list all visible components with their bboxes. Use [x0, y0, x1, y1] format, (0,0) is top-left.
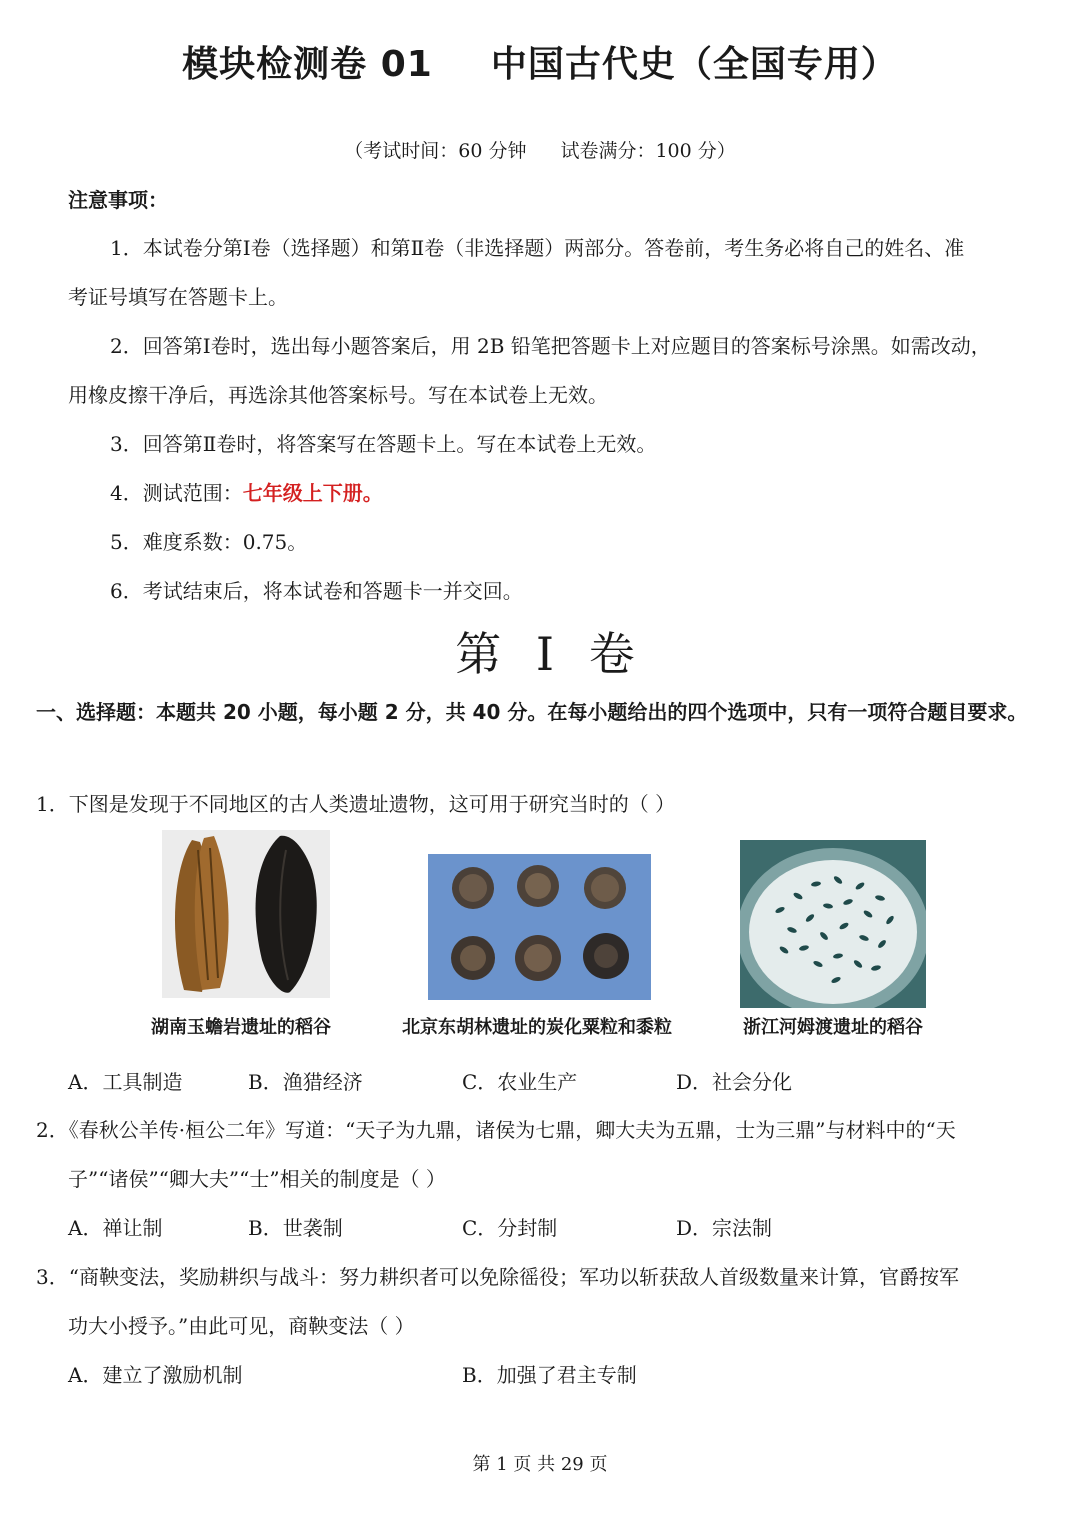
image-caption-3: 浙江河姆渡遗址的稻谷 — [743, 1017, 923, 1038]
volume-title: 第 I 卷 — [455, 627, 645, 681]
question-3-stem-line-1: 3．“商鞅变法，奖励耕织与战斗：努力耕织者可以免除徭役；军功以斩获敌人首级数量来计算，官爵按军 — [36, 1265, 959, 1289]
question-2-stem-line-1: 2．《春秋公羊传·桓公二年》写道：“天子为九鼎，诸侯为七鼎，卿大夫为五鼎，士为三鼎”与材料中的“天 — [36, 1118, 956, 1142]
q3-option-a: A．建立了激励机制 — [68, 1363, 243, 1387]
image-caption-2: 北京东胡林遗址的炭化粟粒和黍粒 — [402, 1017, 672, 1038]
exam-info — [0, 136, 1080, 163]
rice-grain-image-hemudu — [740, 840, 926, 1008]
question-2-stem-line-2: 子”“诸侯”“卿大夫”“士”相关的制度是（ ） — [68, 1167, 446, 1191]
q2-option-c: C．分封制 — [462, 1216, 558, 1240]
notice-item-1-line-2: 考证号填写在答题卡上。 — [68, 285, 288, 309]
q2-option-b: B．世袭制 — [248, 1216, 343, 1240]
q1-option-c: C．农业生产 — [462, 1070, 578, 1094]
question-3-stem-line-2: 功大小授予。”由此可见，商鞅变法（ ） — [68, 1314, 415, 1338]
notice-item-3: 3．回答第Ⅱ卷时，将答案写在答题卡上。写在本试卷上无效。 — [110, 432, 657, 456]
notice-item-2-line-1: 2．回答第Ⅰ卷时，选出每小题答案后，用 2B 铅笔把答题卡上对应题目的答案标号涂黑。如需改动， — [110, 334, 991, 358]
notice-item-1-line-1: 1．本试卷分第Ⅰ卷（选择题）和第Ⅱ卷（非选择题）两部分。答卷前，考生务必将自己的姓名、准 — [110, 236, 965, 260]
exam-title — [0, 36, 1080, 87]
notice-item-2-line-2: 用橡皮擦干净后，再选涂其他答案标号。写在本试卷上无效。 — [68, 383, 608, 407]
q2-option-a: A．禅让制 — [68, 1216, 163, 1240]
question-1-stem: 1．下图是发现于不同地区的古人类遗址遗物，这可用于研究当时的（ ） — [36, 792, 676, 816]
section-heading: 一、选择题：本题共 20 小题，每小题 2 分，共 40 分。在每小题给出的四个选项中，只有一项符合题目要求。 — [36, 700, 1028, 724]
q1-option-b: B．渔猎经济 — [248, 1070, 363, 1094]
title-right: 中国古代史（全国专用） — [490, 44, 898, 85]
exam-score: 试卷满分：100 分） — [560, 140, 736, 162]
notice-heading: 注意事项： — [68, 188, 168, 212]
q1-option-d: D．社会分化 — [676, 1070, 793, 1094]
notice-item-4-value: 七年级上下册。 — [242, 481, 383, 505]
millet-grain-image-donghulin — [428, 854, 651, 1000]
rice-grain-image-yuchanyan — [162, 830, 330, 998]
exam-time: （考试时间：60 分钟 — [344, 140, 527, 162]
q1-option-a: A．工具制造 — [68, 1070, 183, 1094]
q2-option-d: D．宗法制 — [676, 1216, 773, 1240]
q3-option-b: B．加强了君主专制 — [462, 1363, 637, 1387]
image-caption-1: 湖南玉蟾岩遗址的稻谷 — [151, 1017, 331, 1038]
notice-item-4 — [110, 469, 383, 518]
notice-item-6: 6．考试结束后，将本试卷和答题卡一并交回。 — [110, 579, 523, 603]
title-left: 模块检测卷 01 — [182, 44, 433, 85]
page-number: 第 1 页 共 29 页 — [472, 1454, 608, 1475]
notice-item-5: 5．难度系数：0.75。 — [110, 530, 308, 554]
notice-item-4-label: 4．测试范围： — [110, 481, 243, 505]
